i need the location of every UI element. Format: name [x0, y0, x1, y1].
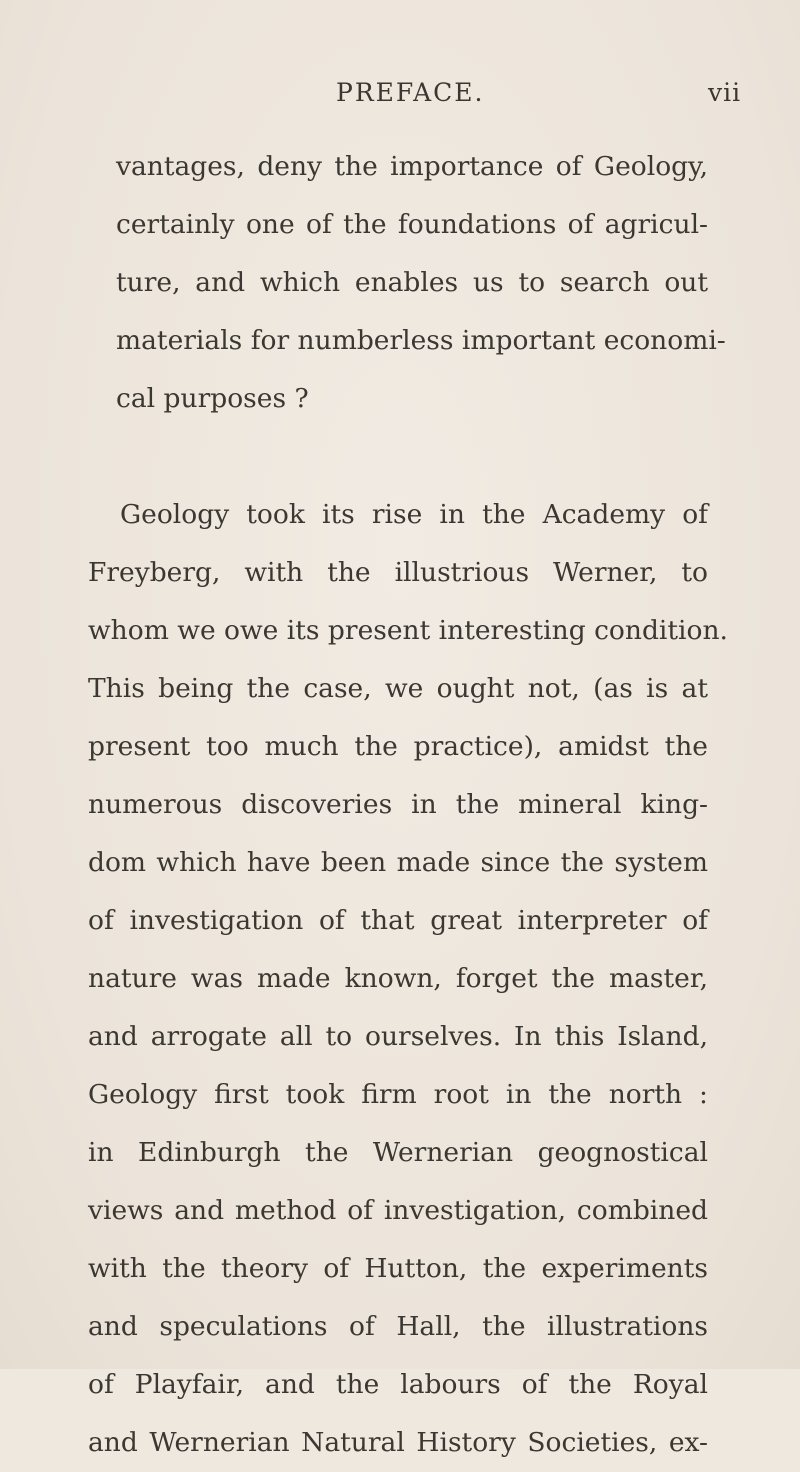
text-line: dom which have been made since the system	[88, 847, 708, 878]
text-line: and Wernerian Natural History Societies, ex-	[88, 1427, 708, 1458]
text-line: Freyberg, with the illustrious Werner, to	[88, 557, 708, 588]
text-line: certainly one of the foundations of agricul-	[116, 209, 708, 240]
body-text	[88, 138, 728, 1472]
page-number: vii	[708, 78, 742, 107]
text-line: nature was made known, forget the master,	[88, 963, 708, 994]
page-header	[0, 78, 800, 118]
text-line: views and method of investigation, combined	[88, 1195, 708, 1226]
text-line: in Edinburgh the Wernerian geognostical	[88, 1137, 708, 1168]
text-line: ture, and which enables us to search out	[116, 267, 708, 298]
text-line: present too much the practice), amidst the	[88, 731, 708, 762]
running-title: PREFACE.	[336, 78, 485, 107]
text-line: cal purposes ?	[116, 383, 309, 414]
text-line: materials for numberless important economi-	[116, 325, 726, 356]
text-line: Geology took its rise in the Academy of	[120, 499, 708, 530]
text-line: whom we owe its present interesting condition.	[88, 615, 728, 646]
text-line: of investigation of that great interpreter of	[88, 905, 708, 936]
text-line: Geology first took firm root in the north :	[88, 1079, 708, 1110]
text-line: numerous discoveries in the mineral king-	[88, 789, 708, 820]
text-line: vantages, deny the importance of Geology,	[116, 151, 708, 182]
paragraph-gap	[116, 428, 708, 486]
text-line: with the theory of Hutton, the experiments	[88, 1253, 708, 1284]
paragraph-1	[116, 138, 726, 428]
text-line: and arrogate all to ourselves. In this Island,	[88, 1021, 708, 1052]
text-line: This being the case, we ought not, (as is at	[88, 673, 708, 704]
paragraph-2	[88, 486, 728, 1472]
text-line: of Playfair, and the labours of the Royal	[88, 1369, 708, 1400]
text-line: and speculations of Hall, the illustrations	[88, 1311, 708, 1342]
